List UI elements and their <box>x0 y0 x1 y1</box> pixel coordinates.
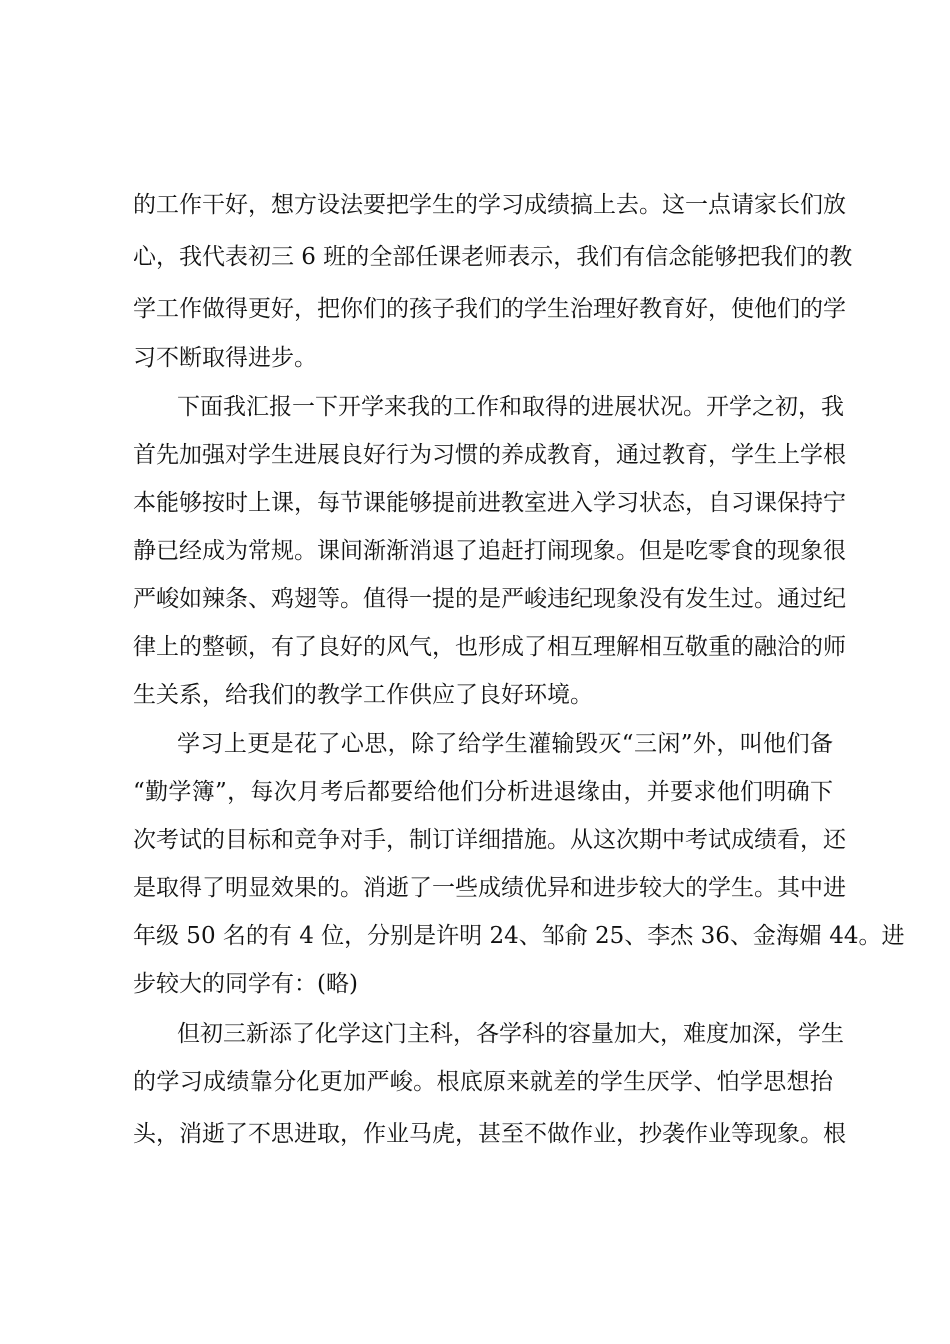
paragraph-2-line-4: 静已经成为常规。课间渐渐消退了追赶打闹现象。但是吃零食的现象很 <box>133 538 846 564</box>
paragraph-3-line-1: 学习上更是花了心思，除了给学生灌输毁灭“三闲”外，叫他们备 <box>177 731 833 757</box>
paragraph-4-line-2: 的学习成绩靠分化更加严峻。根底原来就差的学生厌学、怕学思想抬 <box>133 1069 833 1095</box>
paragraph-2-line-3: 本能够按时上课，每节课能够提前进教室进入学习状态，自习课保持宁 <box>133 490 846 516</box>
paragraph-4-line-1: 但初三新添了化学这门主科，各学科的容量加大，难度加深，学生 <box>177 1021 844 1047</box>
paragraph-3-line-3: 次考试的目标和竞争对手，制订详细措施。从这次期中考试成绩看，还 <box>133 827 846 853</box>
paragraph-2-line-2: 首先加强对学生进展良好行为习惯的养成教育，通过教育，学生上学根 <box>133 442 846 468</box>
paragraph-3-line-4: 是取得了明显效果的。消逝了一些成绩优异和进步较大的学生。其中进 <box>133 875 846 901</box>
paragraph-3-line-5: 年级 50 名的有 4 位，分别是许明 24、邹俞 25、李杰 36、金海媚 44。进 <box>133 923 905 949</box>
paragraph-4-line-3: 头，消逝了不思进取，作业马虎，甚至不做作业，抄袭作业等现象。根 <box>133 1121 846 1147</box>
paragraph-1-line-4: 习不断取得进步。 <box>133 345 317 371</box>
paragraph-1-line-1: 的工作干好，想方设法要把学生的学习成绩搞上去。这一点请家长们放 <box>133 192 846 218</box>
paragraph-3-line-2: “勤学簿”，每次月考后都要给他们分析进退缘由，并要求他们明确下 <box>133 779 833 805</box>
paragraph-2-line-7: 生关系，给我们的教学工作供应了良好环境。 <box>133 682 593 708</box>
paragraph-1-line-2: 心，我代表初三 6 班的全部任课老师表示，我们有信念能够把我们的教 <box>133 244 853 270</box>
paragraph-2-line-1: 下面我汇报一下开学来我的工作和取得的进展状况。开学之初，我 <box>177 394 844 420</box>
paragraph-2-line-5: 严峻如辣条、鸡翅等。值得一提的是严峻违纪现象没有发生过。通过纪 <box>133 586 846 612</box>
paragraph-2-line-6: 律上的整顿，有了良好的风气，也形成了相互理解相互敬重的融洽的师 <box>133 634 846 660</box>
paragraph-3-line-6: 步较大的同学有：(略) <box>133 971 358 997</box>
paragraph-1-line-3: 学工作做得更好，把你们的孩子我们的学生治理好教育好，使他们的学 <box>133 296 846 322</box>
